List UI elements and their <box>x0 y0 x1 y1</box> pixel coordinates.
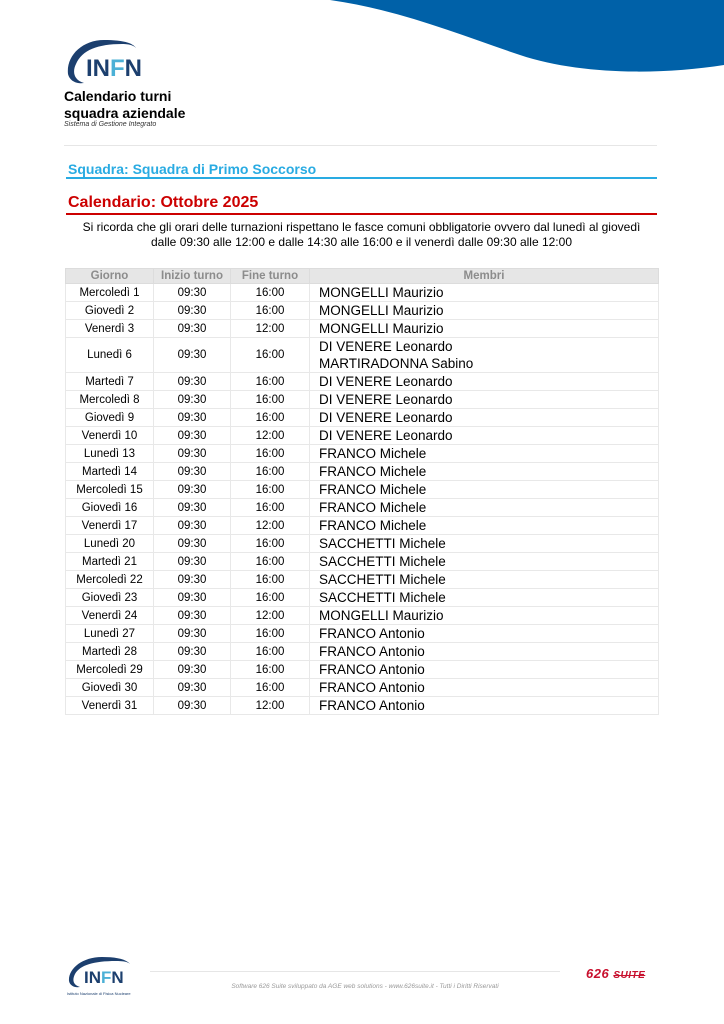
cell-membri <box>310 427 659 445</box>
table-body <box>66 284 659 715</box>
member-name: SACCHETTI Michele <box>319 536 446 551</box>
cell-inizio-turno: 09:30 <box>154 535 231 553</box>
member-name: SACCHETTI Michele <box>319 572 446 587</box>
cell-fine-turno: 16:00 <box>231 445 310 463</box>
cell-membri <box>310 589 659 607</box>
cell-membri <box>310 499 659 517</box>
table-row <box>66 481 659 499</box>
cell-membri <box>310 517 659 535</box>
cell-inizio-turno: 09:30 <box>154 445 231 463</box>
cell-fine-turno: 12:00 <box>231 427 310 445</box>
cell-giorno: Lunedì 13 <box>66 445 154 463</box>
cell-inizio-turno: 09:30 <box>154 409 231 427</box>
header-membri: Membri <box>310 269 659 284</box>
calendar-underline <box>66 213 657 215</box>
cell-giorno: Martedì 21 <box>66 553 154 571</box>
member-name: DI VENERE Leonardo <box>319 339 453 354</box>
cell-giorno: Venerdì 24 <box>66 607 154 625</box>
title-line-2: squadra aziendale <box>64 105 186 121</box>
cell-membri <box>310 320 659 338</box>
cell-giorno: Giovedì 30 <box>66 679 154 697</box>
title-line-1: Calendario turni <box>64 88 172 104</box>
cell-giorno: Lunedì 6 <box>66 338 154 373</box>
cell-membri <box>310 391 659 409</box>
member-name: FRANCO Antonio <box>319 680 425 695</box>
member-name: FRANCO Antonio <box>319 626 425 641</box>
member-name: MONGELLI Maurizio <box>319 303 444 318</box>
cell-inizio-turno: 09:30 <box>154 679 231 697</box>
table-row <box>66 463 659 481</box>
document-title <box>64 88 185 122</box>
cell-inizio-turno: 09:30 <box>154 463 231 481</box>
table-row <box>66 553 659 571</box>
cell-membri <box>310 607 659 625</box>
cell-fine-turno: 16:00 <box>231 553 310 571</box>
cell-inizio-turno: 09:30 <box>154 499 231 517</box>
cell-fine-turno: 16:00 <box>231 463 310 481</box>
cell-inizio-turno: 09:30 <box>154 338 231 373</box>
cell-giorno: Lunedì 20 <box>66 535 154 553</box>
cell-giorno: Mercoledì 15 <box>66 481 154 499</box>
table-row <box>66 697 659 715</box>
cell-membri <box>310 445 659 463</box>
table-row <box>66 607 659 625</box>
table-row <box>66 284 659 302</box>
member-name: SACCHETTI Michele <box>319 590 446 605</box>
table-row <box>66 517 659 535</box>
cell-membri <box>310 284 659 302</box>
document-subtitle: Sistema di Gestione Integrato <box>64 121 157 128</box>
cell-fine-turno: 16:00 <box>231 643 310 661</box>
cell-inizio-turno: 09:30 <box>154 625 231 643</box>
cell-giorno: Venerdì 31 <box>66 697 154 715</box>
footer-infn-logo <box>66 955 134 997</box>
table-row <box>66 499 659 517</box>
cell-inizio-turno: 09:30 <box>154 697 231 715</box>
table-row <box>66 302 659 320</box>
cell-fine-turno: 16:00 <box>231 391 310 409</box>
cell-giorno: Giovedì 2 <box>66 302 154 320</box>
cell-giorno: Venerdì 10 <box>66 427 154 445</box>
member-name: DI VENERE Leonardo <box>319 428 453 443</box>
cell-fine-turno: 16:00 <box>231 571 310 589</box>
member-name: SACCHETTI Michele <box>319 554 446 569</box>
cell-fine-turno: 16:00 <box>231 338 310 373</box>
cell-fine-turno: 16:00 <box>231 625 310 643</box>
cell-inizio-turno: 09:30 <box>154 391 231 409</box>
table-row <box>66 409 659 427</box>
cell-giorno: Martedì 28 <box>66 643 154 661</box>
cell-inizio-turno: 09:30 <box>154 643 231 661</box>
cell-giorno: Mercoledì 22 <box>66 571 154 589</box>
cell-inizio-turno: 09:30 <box>154 661 231 679</box>
626-suite-logo <box>586 966 645 981</box>
table-row <box>66 320 659 338</box>
cell-membri <box>310 338 659 373</box>
table-row <box>66 643 659 661</box>
cell-fine-turno: 16:00 <box>231 661 310 679</box>
cell-fine-turno: 16:00 <box>231 499 310 517</box>
schedule-note <box>66 220 657 250</box>
cell-membri <box>310 643 659 661</box>
cell-inizio-turno: 09:30 <box>154 427 231 445</box>
table-row <box>66 535 659 553</box>
note-line-2: dalle 09:30 alle 12:00 e dalle 14:30 alle 16:00 e il venerdì dalle 09:30 alle 12:00 <box>151 235 572 249</box>
cell-inizio-turno: 09:30 <box>154 553 231 571</box>
table-header-row <box>66 269 659 284</box>
header-divider <box>64 145 657 146</box>
member-name: DI VENERE Leonardo <box>319 392 453 407</box>
member-name: FRANCO Michele <box>319 500 427 515</box>
shift-table <box>65 268 659 715</box>
cell-giorno: Martedì 14 <box>66 463 154 481</box>
cell-inizio-turno: 09:30 <box>154 589 231 607</box>
member-name: FRANCO Michele <box>319 446 427 461</box>
table-row <box>66 571 659 589</box>
member-name: FRANCO Michele <box>319 482 427 497</box>
table-row <box>66 338 659 373</box>
cell-giorno: Martedì 7 <box>66 373 154 391</box>
header-giorno: Giorno <box>66 269 154 284</box>
member-name: FRANCO Antonio <box>319 698 425 713</box>
cell-inizio-turno: 09:30 <box>154 517 231 535</box>
table-row <box>66 661 659 679</box>
cell-membri <box>310 373 659 391</box>
cell-membri <box>310 661 659 679</box>
infn-logo <box>64 36 143 86</box>
cell-membri <box>310 697 659 715</box>
table-row <box>66 589 659 607</box>
cell-membri <box>310 571 659 589</box>
cell-membri <box>310 679 659 697</box>
cell-membri <box>310 302 659 320</box>
member-name: MARTIRADONNA Sabino <box>319 356 474 371</box>
member-name: DI VENERE Leonardo <box>319 374 453 389</box>
cell-giorno: Mercoledì 29 <box>66 661 154 679</box>
cell-giorno: Giovedì 9 <box>66 409 154 427</box>
cell-giorno: Lunedì 27 <box>66 625 154 643</box>
cell-inizio-turno: 09:30 <box>154 284 231 302</box>
header-fine-turno: Fine turno <box>231 269 310 284</box>
suite-word: SUITE <box>613 970 646 981</box>
cell-fine-turno: 16:00 <box>231 284 310 302</box>
member-name: DI VENERE Leonardo <box>319 410 453 425</box>
cell-membri <box>310 535 659 553</box>
table-row <box>66 391 659 409</box>
note-line-1: Si ricorda che gli orari delle turnazioni rispettano le fasce comuni obbligatorie ovvero dal lunedì al giovedì <box>82 220 641 234</box>
cell-fine-turno: 16:00 <box>231 589 310 607</box>
cell-fine-turno: 12:00 <box>231 607 310 625</box>
cell-giorno: Venerdì 17 <box>66 517 154 535</box>
calendar-heading: Calendario: Ottobre 2025 <box>68 194 259 211</box>
cell-giorno: Giovedì 23 <box>66 589 154 607</box>
cell-giorno: Mercoledì 1 <box>66 284 154 302</box>
squadra-underline <box>66 177 657 179</box>
table-row <box>66 679 659 697</box>
cell-giorno: Venerdì 3 <box>66 320 154 338</box>
footer-divider <box>150 971 560 972</box>
table-row <box>66 427 659 445</box>
cell-inizio-turno: 09:30 <box>154 607 231 625</box>
cell-fine-turno: 12:00 <box>231 517 310 535</box>
member-name: FRANCO Antonio <box>319 662 425 677</box>
svg-text:INFN: INFN <box>84 968 124 987</box>
cell-fine-turno: 16:00 <box>231 302 310 320</box>
cell-giorno: Giovedì 16 <box>66 499 154 517</box>
footer-copyright: Software 626 Suite sviluppato da AGE web solutions - www.626suite.it - Tutti i Diritti Riservati <box>231 983 499 990</box>
cell-membri <box>310 625 659 643</box>
cell-inizio-turno: 09:30 <box>154 320 231 338</box>
member-name: MONGELLI Maurizio <box>319 321 444 336</box>
cell-membri <box>310 409 659 427</box>
cell-inizio-turno: 09:30 <box>154 571 231 589</box>
table-row <box>66 373 659 391</box>
svg-text:INFN: INFN <box>86 55 143 82</box>
suite-number: 626 <box>586 966 610 981</box>
cell-inizio-turno: 09:30 <box>154 373 231 391</box>
cell-membri <box>310 481 659 499</box>
cell-inizio-turno: 09:30 <box>154 481 231 499</box>
member-name: FRANCO Michele <box>319 464 427 479</box>
member-name: FRANCO Antonio <box>319 644 425 659</box>
cell-membri <box>310 553 659 571</box>
cell-inizio-turno: 09:30 <box>154 302 231 320</box>
member-name: MONGELLI Maurizio <box>319 608 444 623</box>
cell-fine-turno: 12:00 <box>231 320 310 338</box>
cell-fine-turno: 12:00 <box>231 697 310 715</box>
member-name: MONGELLI Maurizio <box>319 285 444 300</box>
cell-fine-turno: 16:00 <box>231 679 310 697</box>
member-name: FRANCO Michele <box>319 518 427 533</box>
svg-text:Istituto Nazionale di Fisica N: Istituto Nazionale di Fisica Nucleare <box>67 991 131 996</box>
cell-fine-turno: 16:00 <box>231 373 310 391</box>
cell-fine-turno: 16:00 <box>231 409 310 427</box>
cell-membri <box>310 463 659 481</box>
table-row <box>66 445 659 463</box>
cell-fine-turno: 16:00 <box>231 535 310 553</box>
squadra-heading: Squadra: Squadra di Primo Soccorso <box>68 161 317 177</box>
table-row <box>66 625 659 643</box>
cell-giorno: Mercoledì 8 <box>66 391 154 409</box>
header-inizio-turno: Inizio turno <box>154 269 231 284</box>
cell-fine-turno: 16:00 <box>231 481 310 499</box>
